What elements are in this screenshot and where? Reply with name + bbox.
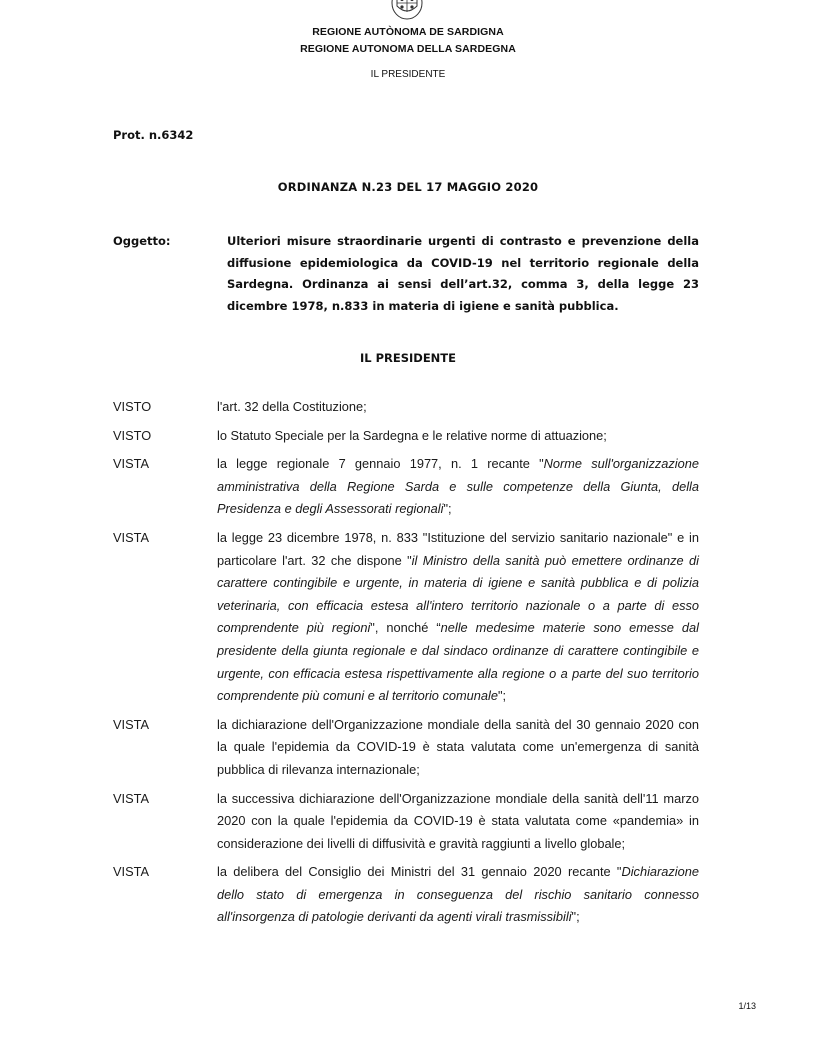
recital-quote: nelle medesime materie sono emesse dal presidente della giunta regionale e dal sindaco ordinanze di carattere contingibile e urgente, con efficacia estesa rispettivamente alla regione o a parte del suo territorio comprendente più comuni e al territorio comunale (217, 620, 699, 704)
recital-label: VISTA (113, 790, 150, 806)
recital-item (113, 788, 699, 856)
recital-text (217, 396, 699, 419)
recital-item (113, 861, 699, 929)
recital-label: VISTA (113, 864, 150, 880)
recital-text (217, 714, 699, 782)
coat-of-arms-icon (390, 0, 424, 20)
recital-item (113, 714, 699, 782)
subject-text: Ulteriori misure straordinarie urgenti di contrasto e prevenzione della diffusione epidemiologica da COVID-19 nel territorio regionale della Sardegna. Ordinanza ai sensi dell’art.32, comma 3, della legge 23 dicembre 1978, n.833 in materia di igiene e sanità pubblica. (227, 234, 699, 313)
recital-segment: la delibera del Consiglio dei Ministri del 31 gennaio 2020 recante " (217, 864, 622, 880)
recital-segment: la legge regionale 7 gennaio 1977, n. 1 recante " (217, 456, 544, 472)
recital-segment: "; (443, 501, 452, 517)
recital-segment: l'art. 32 della Costituzione; (217, 399, 367, 414)
recital-segment: "; (571, 909, 580, 925)
recital-text (217, 527, 699, 708)
recitals-list (113, 396, 699, 935)
recital-text (217, 453, 699, 521)
president-heading: IL PRESIDENTE (359, 351, 457, 365)
recital-segment: "; (497, 688, 507, 704)
subject-label: Oggetto: (113, 234, 171, 248)
region-name-sardinian: REGIONE AUTÒNOMA DE SARDIGNA (312, 26, 504, 38)
recital-segment: la dichiarazione dell'Organizzazione mondiale della sanità del 30 gennaio 2020 con la quale l'epidemia da COVID-19 è stata valutata come un'emergenza di sanità pubblica di rilevanza internazionale; (217, 716, 699, 777)
ordinance-title: ORDINANZA N.23 DEL 17 MAGGIO 2020 (277, 180, 539, 194)
recital-quote: il Ministro della sanità può emettere ordinanze di carattere contingibile e urgente, in materia di igiene e sanità pubblica e di polizia veterinaria, con efficacia estesa all'intero territorio nazionale o a parte di esso comprendente più regioni (217, 552, 699, 636)
recital-item (113, 425, 699, 448)
recital-item (113, 453, 699, 521)
recital-item (113, 396, 699, 419)
recital-quote: Dichiarazione dello stato di emergenza in conseguenza del rischio sanitario connesso all'insorgenza di patologie derivanti da agenti virali trasmissibili (217, 864, 699, 925)
recital-item (113, 527, 699, 708)
recital-text (217, 425, 699, 448)
recital-label: VISTA (113, 456, 150, 472)
office-name: IL PRESIDENTE (370, 69, 446, 80)
recital-label: VISTA (113, 529, 150, 545)
protocol-number: Prot. n.6342 (113, 128, 194, 142)
recital-text (217, 861, 699, 929)
recital-quote: Norme sull'organizzazione amministrativa della Regione Sarda e sulle competenze della Giunta, della Presidenza e degli Assessorati regionali (217, 456, 699, 517)
recital-segment: ", nonché “ (370, 620, 441, 636)
recital-label: VISTA (113, 716, 150, 732)
page-number: 1/13 (738, 1001, 756, 1011)
recital-label: VISTO (113, 399, 152, 414)
recital-segment: lo Statuto Speciale per la Sardegna e le relative norme di attuazione; (217, 427, 607, 443)
recital-segment: la successiva dichiarazione dell'Organizzazione mondiale della sanità dell'11 marzo 2020 con la quale l'epidemia da COVID-19 è stata valutata come «pandemia» in considerazione dei livelli di diffusività e gravità raggiunti a livello globale; (217, 790, 699, 851)
recital-label: VISTO (113, 427, 152, 443)
region-name-italian: REGIONE AUTONOMA DELLA SARDEGNA (300, 43, 516, 55)
recital-segment: la legge 23 dicembre 1978, n. 833 "Istituzione del servizio sanitario nazionale" e in particolare l'art. 32 che dispone " (217, 529, 699, 568)
recital-text (217, 788, 699, 856)
